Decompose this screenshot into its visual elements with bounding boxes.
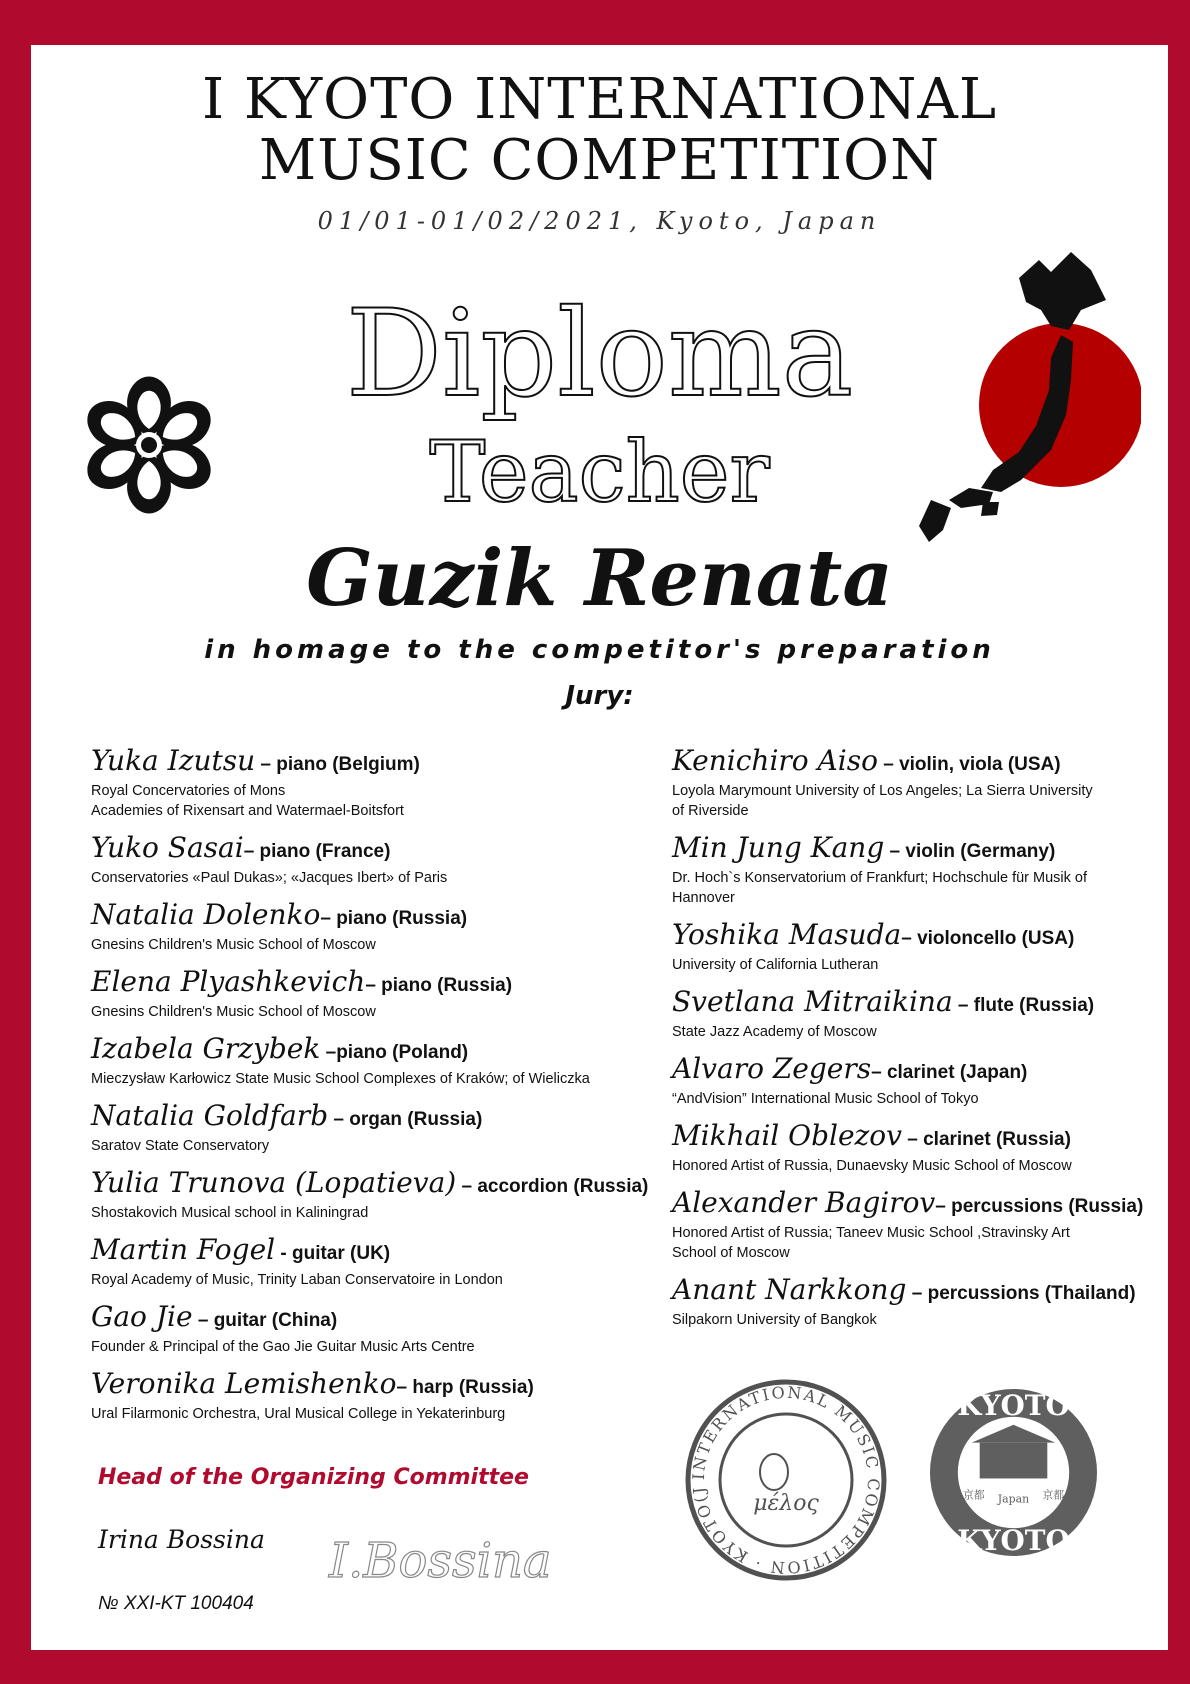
jury-entry [672, 1273, 1152, 1330]
jury-entry [91, 965, 691, 1022]
jury-affiliation-cont: of Riverside [672, 803, 749, 819]
jury-name: Martin Fogel [91, 1233, 276, 1266]
stamp-ring-text: INTERNATIONAL MUSIC COMPETITION · KYOTO(JAPAN) · [688, 1382, 884, 1578]
kyoto-stamp-top: KYOTO [957, 1388, 1070, 1422]
jury-instrument: – clarinet (Japan) [871, 1062, 1028, 1083]
jury-entry-head [672, 1186, 1152, 1221]
jury-entry [91, 1300, 691, 1357]
jury-instrument: – violin, viola (USA) [877, 754, 1061, 775]
jury-name: Anant Narkkong [672, 1273, 907, 1306]
jury-name: Kenichiro Aiso [672, 744, 878, 777]
jury-entry [91, 1032, 691, 1089]
jury-entry-head [91, 965, 691, 1000]
competition-dates: 01/01-01/02/2021, Kyoto, Japan [317, 207, 882, 235]
jury-affiliation: Royal Academy of Music, Trinity Laban Conservatoire in London [91, 1272, 503, 1288]
jury-name: Min Jung Kang [672, 831, 885, 864]
jury-name: Alvaro Zegers [672, 1052, 872, 1085]
jury-entry-head [672, 831, 1152, 866]
jury-entry-head [672, 1273, 1152, 1308]
jury-entry-head [91, 1166, 691, 1201]
jury-entry-head [91, 1032, 691, 1067]
jury-instrument: – piano (Russia) [320, 908, 468, 929]
jury-entry [672, 831, 1152, 908]
jury-instrument: – percussions (Thailand) [906, 1283, 1136, 1304]
organizer-title: Head of the Organizing Committee [98, 1465, 529, 1490]
jury-affiliation-cont: Hannover [672, 890, 735, 906]
jury-name: Yoshika Masuda [672, 918, 902, 951]
jury-instrument: –piano (Poland) [320, 1042, 469, 1063]
kyoto-stamp-kanji-left: 京都 [962, 1488, 985, 1502]
jury-name: Yulia Trunova (Lopatieva) [91, 1166, 457, 1199]
jury-instrument: – clarinet (Russia) [901, 1129, 1071, 1150]
signature-text: I.Bossina [329, 1533, 552, 1589]
jury-instrument: – harp (Russia) [396, 1377, 534, 1398]
jury-instrument: – percussions (Russia) [935, 1196, 1144, 1217]
jury-entry [672, 1119, 1152, 1176]
stamp-center-text: μέλος [753, 1491, 819, 1516]
jury-affiliation: Royal Concervatories of Mons [91, 783, 286, 799]
jury-instrument: – piano (France) [243, 841, 391, 862]
jury-entry [91, 1166, 691, 1223]
jury-entry-head [91, 1300, 691, 1335]
jury-name: Yuko Sasai [91, 831, 244, 864]
jury-entry [91, 1367, 691, 1424]
jury-entry [672, 1186, 1152, 1263]
jury-name: Natalia Goldfarb [91, 1099, 329, 1132]
jury-instrument: – piano (Russia) [365, 975, 513, 996]
diploma-paper [31, 45, 1168, 1650]
jury-entry-head [672, 918, 1152, 953]
jury-instrument: – guitar (China) [192, 1310, 338, 1331]
jury-name: Veronika Lemishenko [91, 1367, 397, 1400]
jury-instrument: – piano (Belgium) [255, 754, 420, 775]
jury-entry [91, 898, 691, 955]
certificate-number: № XXI-KT 100404 [98, 1593, 254, 1614]
recipient-name: Guzik Renata [306, 533, 893, 624]
jury-name: Yuka Izutsu [91, 744, 256, 777]
jury-instrument: – flute (Russia) [952, 995, 1095, 1016]
jury-affiliation: University of California Lutheran [672, 957, 879, 973]
jury-name: Svetlana Mitraikina [672, 985, 953, 1018]
jury-entry-head [91, 1099, 691, 1134]
jury-entry-head [91, 744, 691, 779]
kyoto-stamp-icon [926, 1385, 1101, 1560]
jury-name: Izabela Grzybek [91, 1032, 321, 1065]
jury-affiliation: State Jazz Academy of Moscow [672, 1024, 877, 1040]
homage-text: in homage to the competitor's preparation [204, 635, 995, 665]
jury-list-left [91, 744, 691, 1437]
diploma-heading: Diploma [345, 285, 854, 424]
jury-affiliation-cont: School of Moscow [672, 1245, 790, 1261]
jury-affiliation: Gnesins Children's Music School of Moscow [91, 1004, 376, 1020]
competition-title-line1: I KYOTO INTERNATIONAL [201, 67, 998, 132]
jury-label: Jury: [565, 681, 634, 711]
organizer-signature [319, 1515, 619, 1615]
jury-name: Elena Plyashkevich [91, 965, 366, 998]
jury-affiliation: Honored Artist of Russia, Dunaevsky Music School of Moscow [672, 1158, 1072, 1174]
competition-title-line2: MUSIC COMPETITION [258, 128, 941, 193]
jury-name: Gao Jie [91, 1300, 193, 1333]
kyoto-stamp-kanji-right: 京都 [1042, 1488, 1065, 1502]
jury-entry [91, 1099, 691, 1156]
jury-list-right [672, 744, 1152, 1343]
jury-affiliation: Ural Filarmonic Orchestra, Ural Musical College in Yekaterinburg [91, 1406, 506, 1422]
jury-entry [672, 985, 1152, 1042]
jury-instrument: – violin (Germany) [884, 841, 1056, 862]
jury-entry-head [91, 1367, 691, 1402]
jury-name: Natalia Dolenko [91, 898, 321, 931]
jury-entry-head [672, 744, 1152, 779]
jury-affiliation: Loyola Marymount University of Los Angeles; La Sierra University [672, 783, 1093, 799]
competition-stamp-icon [681, 1375, 891, 1585]
jury-affiliation: Saratov State Conservatory [91, 1138, 270, 1154]
jury-entry-head [91, 1233, 691, 1268]
jury-affiliation: Honored Artist of Russia; Taneev Music School ,Stravinsky Art [672, 1225, 1070, 1241]
jury-entry-head [91, 898, 691, 933]
jury-entry-head [672, 1052, 1152, 1087]
jury-affiliation: Silpakorn University of Bangkok [672, 1312, 877, 1328]
jury-affiliation-cont: Academies of Rixensart and Watermael-Boitsfort [91, 803, 404, 819]
jury-affiliation: Mieczysław Karłowicz State Music School Complexes of Kraków; of Wieliczka [91, 1071, 590, 1087]
kyoto-stamp-japan: Japan [997, 1492, 1030, 1506]
jury-affiliation: Conservatories «Paul Dukas»; «Jacques Ibert» of Paris [91, 870, 448, 886]
jury-entry [672, 918, 1152, 975]
jury-name: Alexander Bagirov [672, 1186, 936, 1219]
jury-affiliation: Gnesins Children's Music School of Moscow [91, 937, 376, 953]
jury-instrument: - guitar (UK) [275, 1243, 391, 1264]
organizer-name: Irina Bossina [98, 1525, 265, 1554]
jury-instrument: – organ (Russia) [328, 1109, 483, 1130]
jury-affiliation: Dr. Hoch`s Konservatorium of Frankfurt; Hochschule für Musik of [672, 870, 1088, 886]
jury-entry [672, 744, 1152, 821]
kyoto-stamp-bottom: KYOTO [957, 1524, 1070, 1558]
jury-entry [672, 1052, 1152, 1109]
jury-instrument: – accordion (Russia) [456, 1176, 649, 1197]
jury-entry [91, 744, 691, 821]
jury-entry [91, 1233, 691, 1290]
jury-affiliation: Shostakovich Musical school in Kaliningrad [91, 1205, 369, 1221]
jury-affiliation: “AndVision” International Music School of Tokyo [672, 1091, 979, 1107]
role-heading: Teacher [429, 423, 770, 521]
jury-name: Mikhail Oblezov [672, 1119, 902, 1152]
jury-entry-head [91, 831, 691, 866]
jury-entry-head [672, 1119, 1152, 1154]
jury-entry-head [672, 985, 1152, 1020]
jury-affiliation: Founder & Principal of the Gao Jie Guitar Music Arts Centre [91, 1339, 475, 1355]
jury-instrument: – violoncello (USA) [901, 928, 1075, 949]
jury-entry [91, 831, 691, 888]
